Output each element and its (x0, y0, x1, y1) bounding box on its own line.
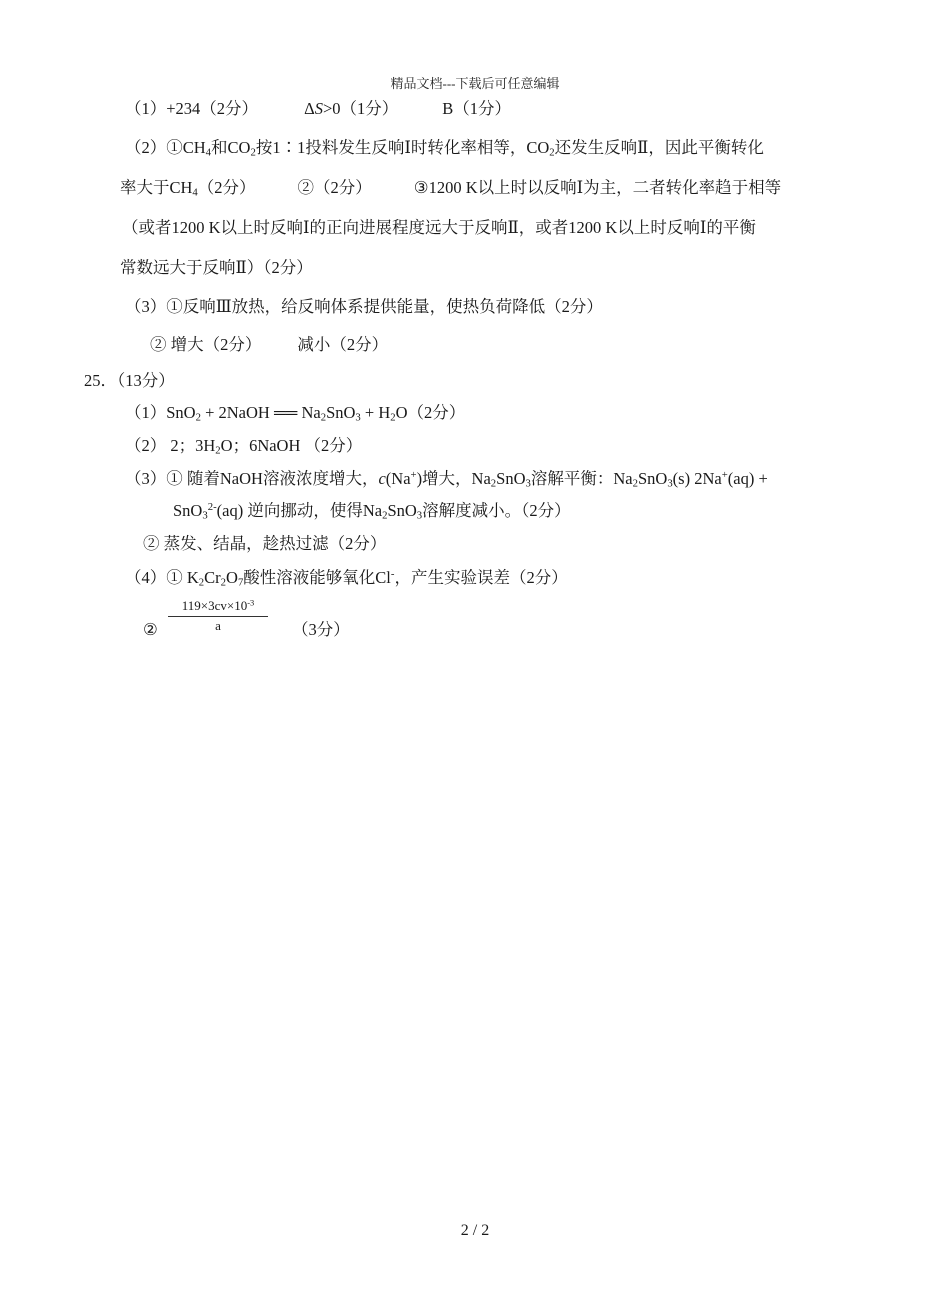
page-number: 2 / 2 (460, 1222, 490, 1239)
q25-part1: （1）SnO$_2$ + 2NaOH ══ $Na_2SnO_3 + H_2O(2$分） (125, 403, 466, 424)
q24-part3-line2: ② 增大（2分） 减小（2分） (150, 335, 389, 354)
q24-part3-line1: （3）①反响Ⅲ放热，给反响体系提供能量，使热负荷降低（2分） (125, 297, 603, 316)
q24-part2-line1: $(2)①CH_4$和$CO_2$按1∶1投料发生反响Ⅰ时转化率相等，$CO_2$还发生反响Ⅱ，因此平衡转化 (125, 138, 764, 159)
q25-title: 25．（13分） (84, 371, 175, 390)
q25-formula-fraction (168, 598, 268, 634)
fraction-denominator: a (215, 618, 221, 633)
q25-part4-line1: （4）① $K_2Cr_2O_7$酸性溶液能够氧化Cl-，产生实验误差（2分） (125, 568, 568, 589)
q25-part4-score: （3分） (292, 620, 350, 639)
q24-part2-line2: 率大于$CH_4(2$分） ②（2分） ③1200 K以上时以反响Ⅰ为主，二者转化率趋于相等 (120, 178, 782, 199)
q25-part3-line1: （3）① 随着NaOH溶液浓度增大，c(Na+)增大，$Na_2SnO_3$溶解平衡：$Na_2SnO_3(s) 2Na^+(aq)$ + (125, 469, 768, 490)
q25-part3-line3: ② 蒸发、结晶，趁热过滤（2分） (143, 534, 387, 553)
q24-part2-line4: 常数远大于反响Ⅱ）（2分） (120, 258, 313, 277)
q25-part4-mark: ② (143, 620, 158, 639)
q25-part3-line2: SnO$_3^{2-}$(aq) 逆向挪动，使得$Na_2SnO_3$溶解度减小。（2分） (173, 501, 571, 522)
q24-part1: （1）+234（2分） ΔS>0（1分） B（1分） (125, 99, 512, 118)
page-header: 精品文档---下载后可任意编辑 (390, 76, 560, 91)
fraction-numerator: $119\times 3cv\times 10^{-3}$ (168, 598, 268, 617)
q24-part2-line3: （或者1200 K以上时反响Ⅰ的正向进展程度远大于反响Ⅱ，或者1200 K以上时反响Ⅰ的平衡 (122, 218, 756, 237)
q25-part2: （2） 2；$3H_2O$；6NaOH （2分） (125, 436, 363, 457)
